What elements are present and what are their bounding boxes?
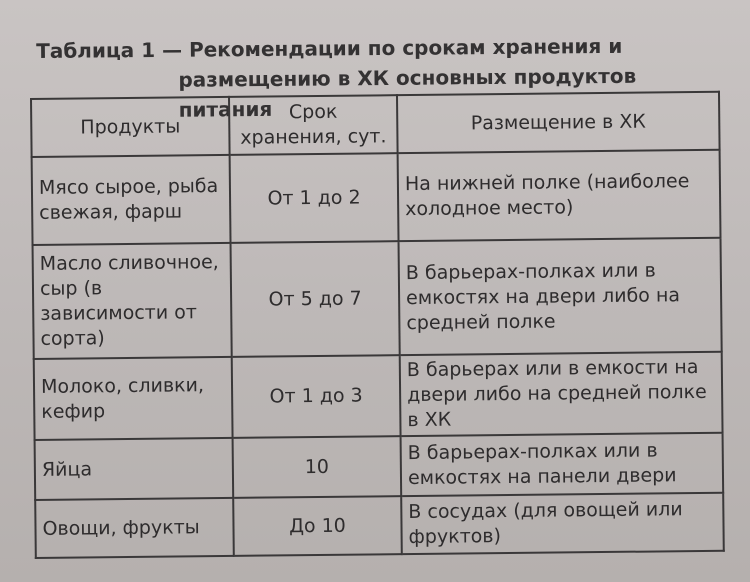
storage-table xyxy=(30,91,725,559)
cell-product: Яйца xyxy=(35,438,234,500)
cell-product: Масло сливочное, сыр (в зависимости от сорта) xyxy=(33,243,232,359)
cell-placement: В барьерах-полках или в емкостях на панели двери xyxy=(401,433,724,496)
cell-shelf-life: От 1 до 3 xyxy=(232,355,401,438)
cell-placement: В барьерах-полках или в емкостях на двери либо на средней полке xyxy=(399,238,722,355)
cell-placement: В барьерах или в емкости на двери либо на средней полке в ХК xyxy=(400,352,723,436)
cell-product: Овощи, фрукты xyxy=(35,498,234,558)
cell-shelf-life: От 5 до 7 xyxy=(231,241,400,357)
table-row xyxy=(35,433,724,500)
caption-line-2: размещению в ХК основных продуктов питания xyxy=(178,63,637,122)
cell-placement: В сосудах (для овощей или фруктов) xyxy=(401,493,724,554)
cell-placement: На нижней полке (наиболее холодное место) xyxy=(398,150,721,241)
cell-shelf-life: 10 xyxy=(233,436,402,498)
cell-product: Молоко, сливки, кефир xyxy=(34,357,233,440)
cell-shelf-life: До 10 xyxy=(233,496,402,556)
table-row xyxy=(32,150,721,245)
caption-line-1: Таблица 1 — Рекомендации по срокам хранения и xyxy=(36,33,623,63)
cell-product: Мясо сырое, рыба свежая, фарш xyxy=(32,155,231,245)
table-row xyxy=(35,493,724,558)
cell-shelf-life: От 1 до 2 xyxy=(230,153,399,243)
header-placement: Размещение в ХК xyxy=(397,92,720,153)
table-row xyxy=(34,352,723,440)
table-header-row xyxy=(31,92,720,157)
header-shelf-life: Срок хранения, сут. xyxy=(229,95,398,155)
table-row xyxy=(33,238,722,359)
header-products: Продукты xyxy=(31,97,230,157)
